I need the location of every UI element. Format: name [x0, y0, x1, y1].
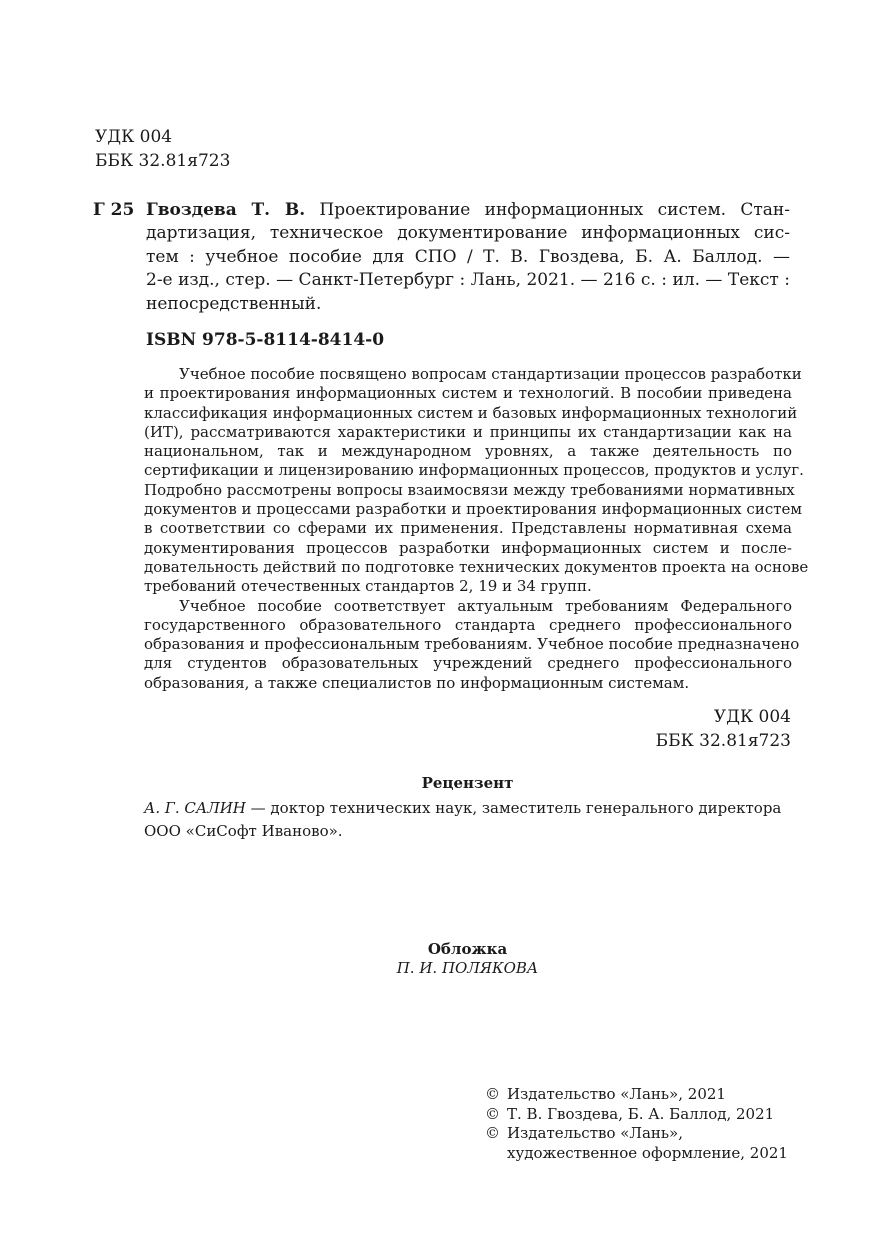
biblio-line-4: 2-е изд., стер. — Санкт-Петербург : Лань, 2021. — 216 с. : ил. — Текст :	[146, 270, 790, 291]
copyright-icon: ©	[485, 1104, 500, 1123]
annotation-line: образования и профессиональным требованиям. Учебное пособие предназначено	[144, 635, 800, 654]
copyright-row: © Т. В. Гвоздева, Б. А. Баллод, 2021	[485, 1104, 775, 1123]
annotation-line: государственного образовательного стандарта среднего профессионального	[144, 615, 792, 634]
bibliographic-entry	[146, 199, 790, 316]
annotation-line: классификация информационных систем и базовых информационных технологий	[144, 403, 798, 422]
annotation-line: довательность действий по подготовке технических документов проекта на основе	[144, 557, 809, 576]
annotation	[144, 365, 809, 693]
annotation-line: образования, а также специалистов по информационным системам.	[144, 673, 690, 692]
annotation-line: Подробно рассмотрены вопросы взаимосвязи между требованиями нормативных	[144, 480, 795, 499]
reviewer-heading: Рецензент	[421, 774, 514, 792]
cover-designer: П. И. ПОЛЯКОВА	[396, 959, 539, 977]
bbk-code-bottom: ББК 32.81я723	[655, 731, 791, 751]
isbn: ISBN 978-5-8114-8414-0	[146, 330, 385, 350]
udk-code-bottom: УДК 004	[713, 707, 791, 727]
biblio-line-1: Гвоздева Т. В. Проектирование информационных систем. Стан-	[146, 200, 790, 220]
copyright-block	[485, 1085, 788, 1163]
author-mark: Г 25	[93, 200, 135, 220]
copyright-row: © Издательство «Лань»,	[485, 1124, 684, 1142]
biblio-line-2: дартизация, техническое документирование информационных сис-	[146, 223, 790, 244]
biblio-line-5: непосредственный.	[146, 293, 322, 314]
annotation-line: (ИТ), рассматриваются характеристики и принципы их стандартизации как на	[144, 422, 792, 441]
annotation-line: и проектирования информационных систем и технологий. В пособии приведена	[144, 384, 792, 403]
copyright-continuation: художественное оформление, 2021	[507, 1143, 788, 1162]
cover-heading: Обложка	[427, 940, 508, 958]
annotation-line: национальном, так и международном уровнях, а также деятельность по	[144, 442, 792, 461]
reviewer-credentials: — доктор технических наук, заместитель генерального директора	[245, 799, 782, 817]
reviewer-name: А. Г. САЛИН	[144, 799, 246, 817]
biblio-line-3: тем : учебное пособие для СПО / Т. В. Гвоздева, Б. А. Баллод. —	[146, 246, 790, 267]
reviewer-line-2: ООО «СиСофт Иваново».	[144, 822, 343, 840]
udk-code-top: УДК 004	[95, 127, 173, 147]
annotation-line: Учебное пособие соответствует актуальным требованиям Федерального	[179, 596, 792, 615]
annotation-line: сертификации и лицензированию информационных процессов, продуктов и услуг.	[144, 461, 804, 480]
bbk-code-top: ББК 32.81я723	[95, 151, 231, 171]
copyright-icon: ©	[485, 1124, 500, 1142]
annotation-line: Учебное пособие посвящено вопросам стандартизации процессов разработки	[179, 365, 802, 383]
author-name: Гвоздева Т. В.	[146, 200, 306, 220]
copyright-row: © Издательство «Лань», 2021	[485, 1085, 726, 1103]
annotation-line: документов и процессами разработки и проектирования информационных систем	[144, 500, 803, 519]
annotation-line: для студентов образовательных учреждений среднего профессионального	[144, 654, 792, 673]
annotation-line: в соответствии со сферами их применения. Представлены нормативная схема	[144, 519, 792, 538]
reviewer-line-1	[144, 797, 792, 820]
reviewer-text	[144, 797, 792, 843]
annotation-line: документирования процессов разработки информационных систем и после-	[144, 538, 792, 557]
copyright-icon: ©	[485, 1085, 500, 1103]
annotation-line: требований отечественных стандартов 2, 19 и 34 групп.	[144, 577, 592, 596]
